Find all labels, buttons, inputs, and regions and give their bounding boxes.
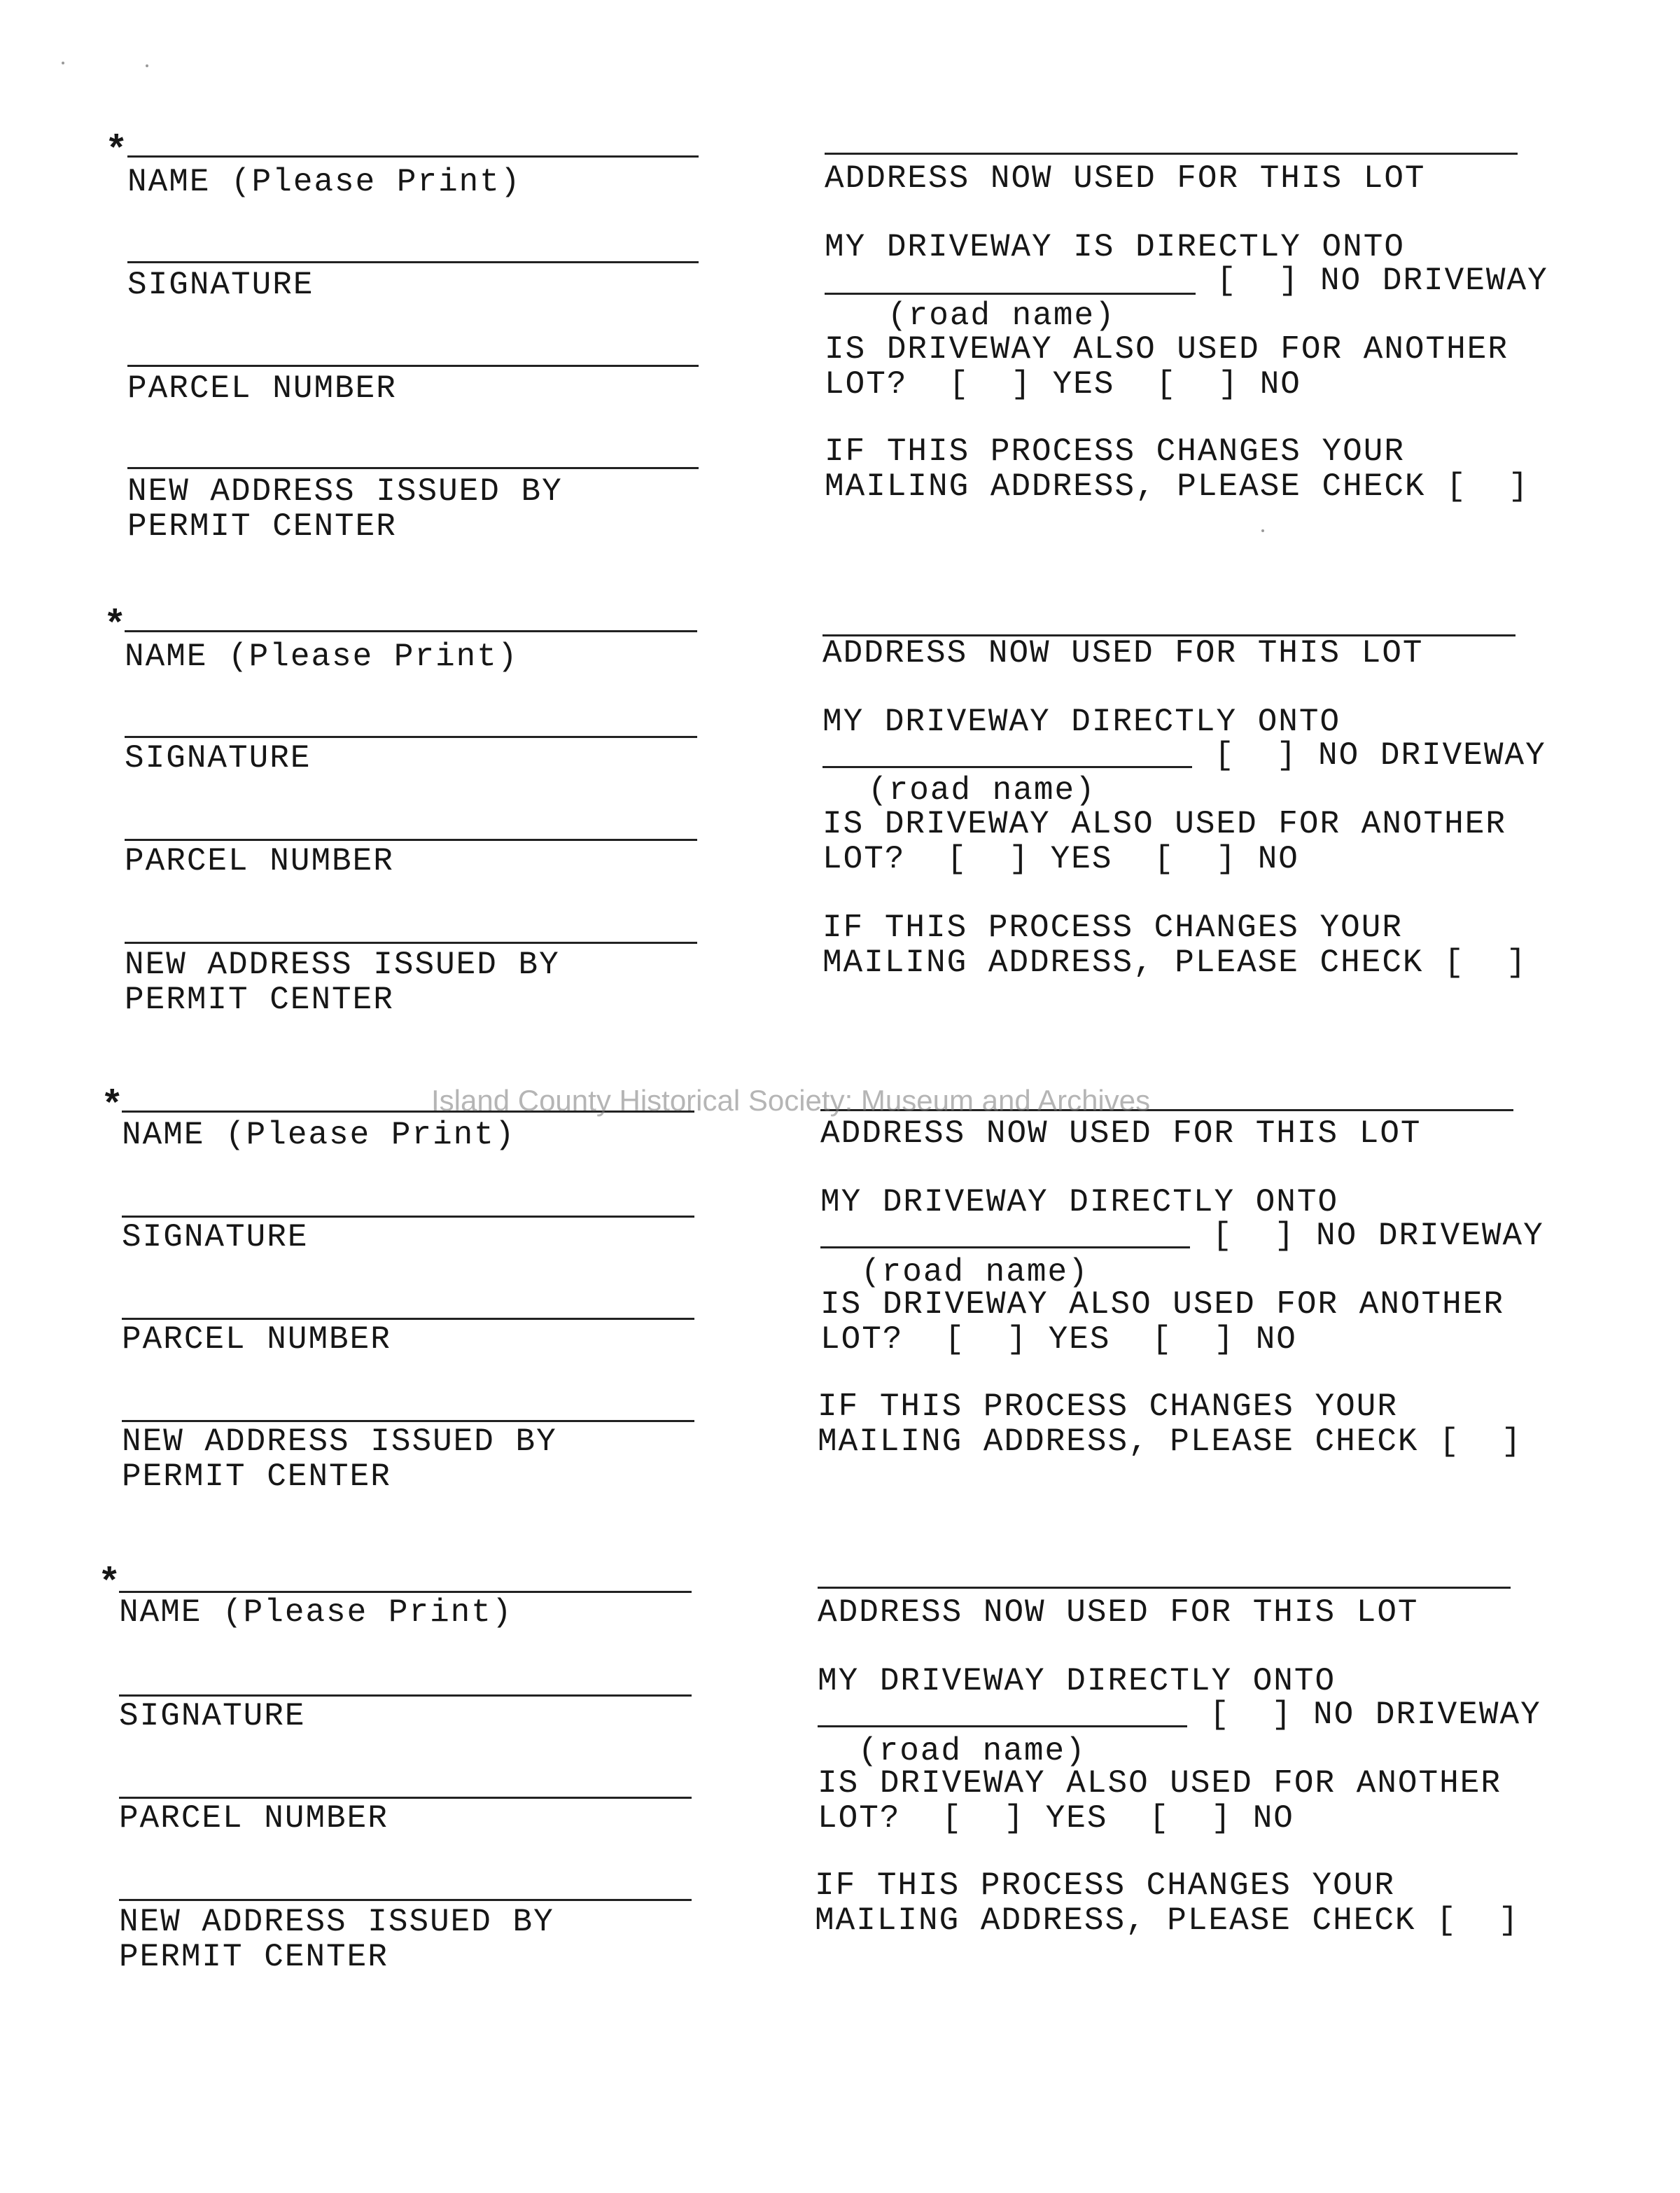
signature-line[interactable] — [127, 261, 699, 263]
mailing-change-checkbox[interactable]: MAILING ADDRESS, PLEASE CHECK [ ] — [815, 1902, 1520, 1939]
driveway-label: MY DRIVEWAY DIRECTLY ONTO — [820, 1184, 1339, 1220]
scan-speck — [62, 62, 64, 64]
parcel-number-line[interactable] — [122, 1318, 694, 1320]
form-block-3 — [0, 1085, 1680, 1564]
parcel-number-label: PARCEL NUMBER — [125, 843, 394, 879]
signature-label: SIGNATURE — [127, 267, 314, 303]
new-address-line[interactable] — [119, 1899, 692, 1901]
driveway-label: MY DRIVEWAY IS DIRECTLY ONTO — [825, 229, 1405, 265]
signature-label: SIGNATURE — [122, 1219, 309, 1255]
mailing-change-text: IF THIS PROCESS CHANGES YOUR — [818, 1388, 1398, 1425]
current-address-line[interactable] — [818, 1587, 1511, 1589]
name-label: NAME (Please Print) — [127, 164, 522, 200]
parcel-number-label: PARCEL NUMBER — [119, 1800, 388, 1837]
required-marker: * — [98, 1563, 121, 1606]
road-name-line[interactable] — [818, 1725, 1187, 1727]
mailing-change-text: IF THIS PROCESS CHANGES YOUR — [822, 910, 1403, 946]
driveway-label: MY DRIVEWAY DIRECTLY ONTO — [818, 1663, 1336, 1699]
new-address-label: PERMIT CENTER — [127, 508, 397, 545]
no-driveway-checkbox[interactable]: [ ] NO DRIVEWAY — [1212, 1218, 1544, 1254]
form-block-2 — [0, 605, 1680, 1084]
name-label: NAME (Please Print) — [122, 1117, 516, 1153]
current-address-label: ADDRESS NOW USED FOR THIS LOT — [825, 160, 1426, 197]
no-driveway-checkbox[interactable]: [ ] NO DRIVEWAY — [1217, 263, 1548, 299]
shared-driveway-options[interactable]: LOT? [ ] YES [ ] NO — [825, 366, 1301, 403]
archive-watermark: Island County Historical Society: Museum and Archives — [431, 1084, 1151, 1117]
road-name-label: (road name) — [861, 1254, 1089, 1290]
road-name-line[interactable] — [825, 293, 1196, 295]
current-address-label: ADDRESS NOW USED FOR THIS LOT — [818, 1594, 1419, 1631]
parcel-number-label: PARCEL NUMBER — [127, 370, 397, 407]
shared-driveway-options[interactable]: LOT? [ ] YES [ ] NO — [822, 841, 1299, 877]
name-line[interactable] — [127, 155, 699, 158]
new-address-label: NEW ADDRESS ISSUED BY — [119, 1904, 554, 1940]
road-name-label: (road name) — [888, 298, 1116, 334]
required-marker: * — [101, 1085, 124, 1128]
new-address-label: NEW ADDRESS ISSUED BY — [122, 1423, 557, 1460]
shared-driveway-options[interactable]: LOT? [ ] YES [ ] NO — [820, 1321, 1297, 1358]
signature-line[interactable] — [119, 1694, 692, 1697]
signature-line[interactable] — [125, 736, 697, 738]
road-name-line[interactable] — [822, 766, 1192, 768]
name-label: NAME (Please Print) — [119, 1594, 513, 1631]
shared-driveway-question: IS DRIVEWAY ALSO USED FOR ANOTHER — [818, 1765, 1502, 1802]
mailing-change-checkbox[interactable]: MAILING ADDRESS, PLEASE CHECK [ ] — [818, 1423, 1522, 1460]
parcel-number-line[interactable] — [125, 839, 697, 841]
mailing-change-checkbox[interactable]: MAILING ADDRESS, PLEASE CHECK [ ] — [825, 468, 1530, 505]
shared-driveway-question: IS DRIVEWAY ALSO USED FOR ANOTHER — [822, 806, 1506, 842]
new-address-label: PERMIT CENTER — [119, 1939, 388, 1975]
shared-driveway-question: IS DRIVEWAY ALSO USED FOR ANOTHER — [820, 1286, 1504, 1323]
no-driveway-checkbox[interactable]: [ ] NO DRIVEWAY — [1214, 737, 1546, 774]
new-address-line[interactable] — [127, 467, 699, 469]
road-name-label: (road name) — [868, 772, 1096, 809]
new-address-label: NEW ADDRESS ISSUED BY — [127, 473, 563, 510]
current-address-label: ADDRESS NOW USED FOR THIS LOT — [820, 1115, 1422, 1152]
name-line[interactable] — [125, 630, 697, 632]
new-address-line[interactable] — [125, 942, 697, 944]
road-name-label: (road name) — [858, 1733, 1086, 1769]
name-line[interactable] — [119, 1591, 692, 1593]
current-address-label: ADDRESS NOW USED FOR THIS LOT — [822, 635, 1424, 671]
mailing-change-text: IF THIS PROCESS CHANGES YOUR — [825, 433, 1405, 470]
parcel-number-line[interactable] — [127, 365, 699, 367]
scan-speck — [1261, 529, 1264, 532]
shared-driveway-question: IS DRIVEWAY ALSO USED FOR ANOTHER — [825, 331, 1508, 368]
road-name-line[interactable] — [820, 1246, 1190, 1248]
mailing-change-text: IF THIS PROCESS CHANGES YOUR — [815, 1867, 1395, 1904]
new-address-label: NEW ADDRESS ISSUED BY — [125, 947, 560, 983]
parcel-number-label: PARCEL NUMBER — [122, 1321, 391, 1358]
current-address-line[interactable] — [825, 153, 1518, 155]
parcel-number-line[interactable] — [119, 1797, 692, 1799]
form-block-1 — [0, 130, 1680, 609]
required-marker: * — [105, 130, 128, 173]
new-address-label: PERMIT CENTER — [125, 982, 394, 1018]
new-address-label: PERMIT CENTER — [122, 1458, 391, 1495]
new-address-line[interactable] — [122, 1420, 694, 1422]
no-driveway-checkbox[interactable]: [ ] NO DRIVEWAY — [1210, 1697, 1541, 1733]
signature-label: SIGNATURE — [119, 1698, 306, 1734]
driveway-label: MY DRIVEWAY DIRECTLY ONTO — [822, 704, 1341, 740]
signature-line[interactable] — [122, 1216, 694, 1218]
signature-label: SIGNATURE — [125, 740, 312, 777]
scan-speck — [146, 64, 148, 67]
mailing-change-checkbox[interactable]: MAILING ADDRESS, PLEASE CHECK [ ] — [822, 945, 1527, 981]
name-label: NAME (Please Print) — [125, 639, 519, 675]
shared-driveway-options[interactable]: LOT? [ ] YES [ ] NO — [818, 1800, 1294, 1837]
form-block-4 — [0, 1563, 1680, 2042]
required-marker: * — [104, 605, 127, 648]
